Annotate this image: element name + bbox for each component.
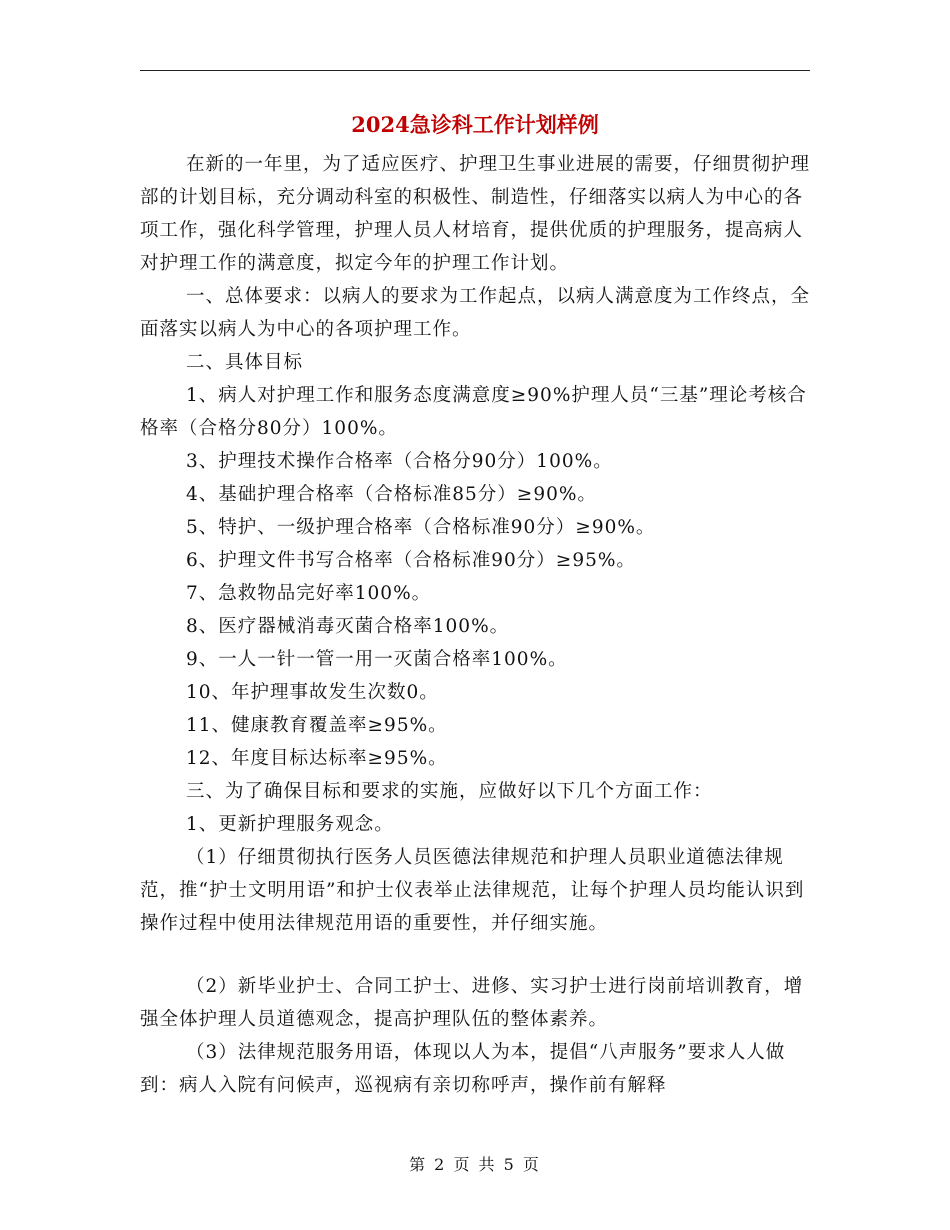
header-rule [140, 70, 810, 71]
goal-item: 10、年护理事故发生次数0。 [186, 682, 439, 703]
intro-paragraph: 在新的一年里，为了适应医疗、护理卫生事业进展的需要，仔细贯彻护理部的计划目标，充分调动科室的积极性、制造性，仔细落实以病人为中心的各项工作，强化科学管理，护理人员人材培育，提供优质的护理服务，提高病人对护理工作的满意度，拟定今年的护理工作计划。 [140, 154, 811, 274]
goal-item: 1、病人对护理工作和服务态度满意度≥90%护理人员“三基”理论考核合格率（合格分80分）100%。 [140, 385, 807, 439]
goal-item: 4、基础护理合格率（合格标准85分）≥90%。 [186, 484, 597, 505]
goal-item: 7、急救物品完好率100%。 [186, 583, 432, 604]
goal-item: 6、护理文件书写合格率（合格标准90分）≥95%。 [186, 550, 636, 571]
section-heading-measures: 三、为了确保目标和要求的实施，应做好以下几个方面工作： [186, 781, 713, 802]
goal-item: 5、特护、一级护理合格率（合格标准90分）≥90%。 [186, 517, 656, 538]
measure-heading: 1、更新护理服务观念。 [186, 814, 394, 835]
goal-item: 12、年度目标达标率≥95%。 [186, 748, 448, 769]
page-footer: 第 2 页 共 5 页 [409, 1155, 541, 1174]
general-requirements-paragraph: 一、总体要求：以病人的要求为工作起点，以病人满意度为工作终点，全面落实以病人为中心的各项护理工作。 [140, 286, 811, 340]
measure-paragraph: （3）法律规范服务用语，体现以人为本，提倡“八声服务”要求人人做到：病人入院有问候声，巡视病有亲切称呼声，操作前有解释 [140, 1042, 786, 1096]
goal-item: 3、护理技术操作合格率（合格分90分）100%。 [186, 451, 613, 472]
goal-item: 11、健康教育覆盖率≥95%。 [186, 715, 448, 736]
measure-paragraph: （2）新毕业护士、合同工护士、进修、实习护士进行岗前培训教育，增强全体护理人员道德观念，提高护理队伍的整体素养。 [140, 976, 804, 1030]
section-heading-goals: 二、具体目标 [186, 352, 304, 373]
goal-item: 8、医疗器械消毒灭菌合格率100%。 [186, 616, 510, 637]
goal-item: 9、一人一针一管一用一灭菌合格率100%。 [186, 649, 568, 670]
measure-paragraph: （1）仔细贯彻执行医务人员医德法律规范和护理人员职业道德法律规范，推“护士文明用语”和护士仪表举止法律规范，让每个护理人员均能认识到操作过程中使用法律规范用语的重要性，并仔细实施。 [140, 847, 805, 934]
document-body [140, 148, 810, 1102]
document-title: 2024急诊科工作计划样例 [351, 112, 599, 137]
